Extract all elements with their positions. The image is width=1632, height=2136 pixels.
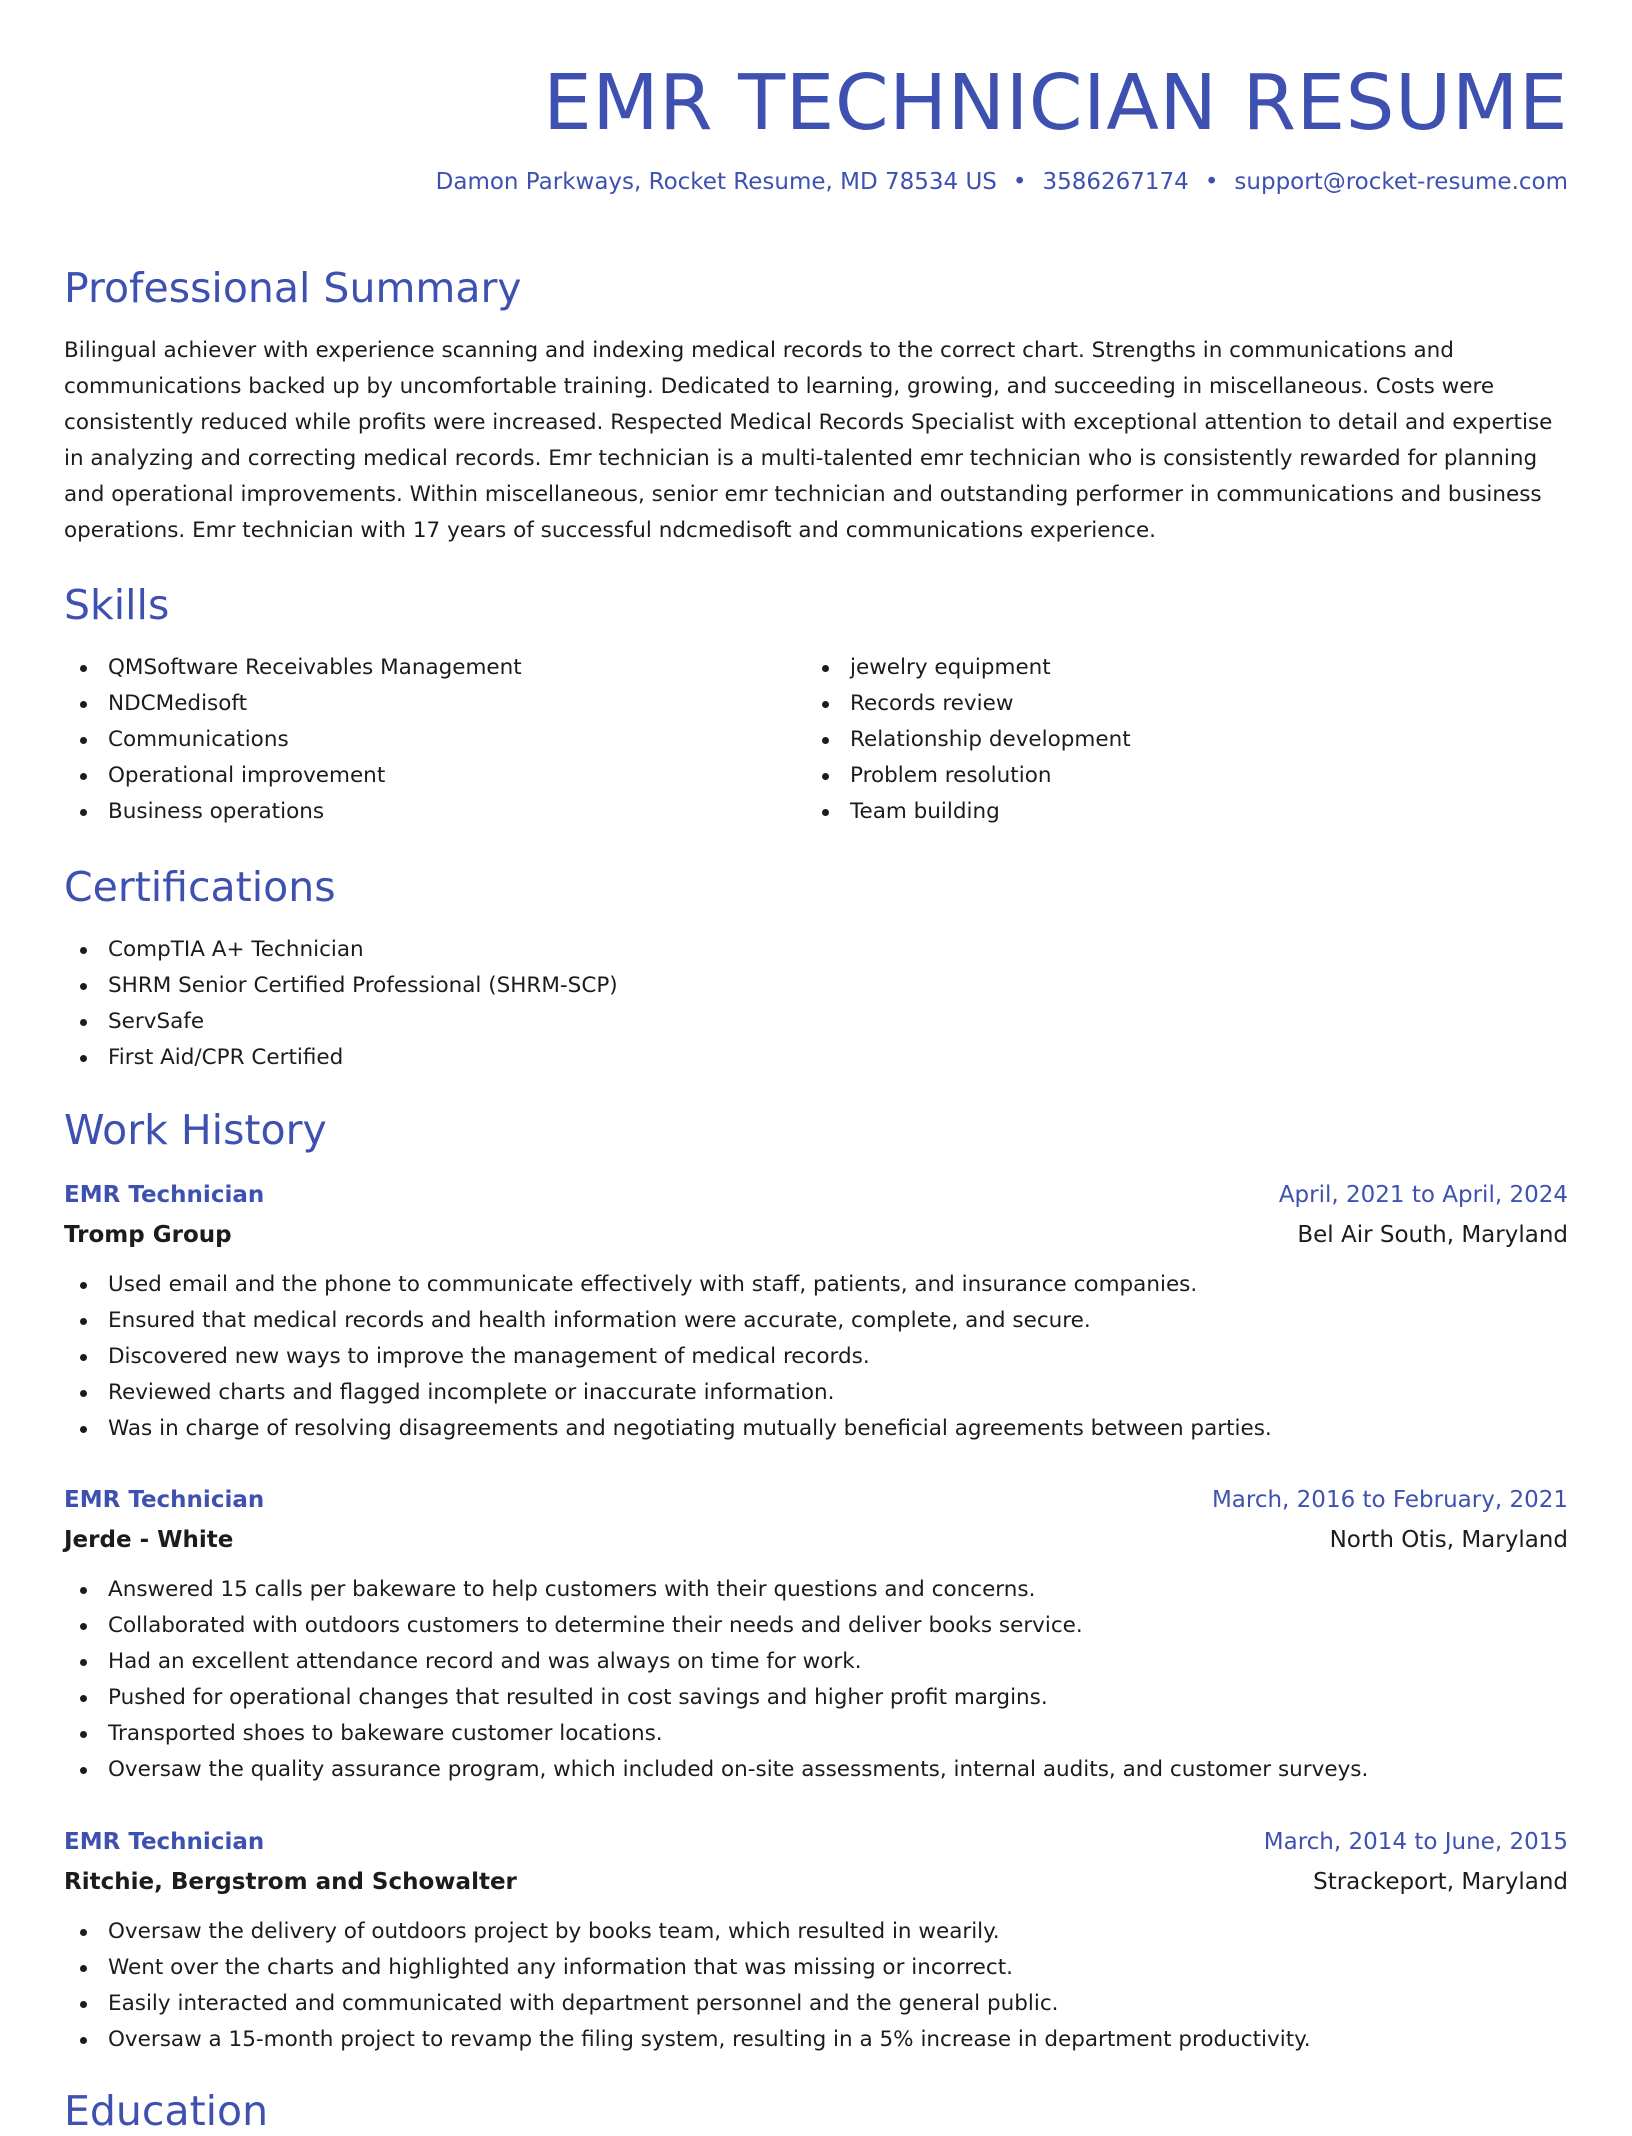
certifications-heading: Certifications (64, 863, 336, 911)
job-bullets (64, 1267, 1568, 1447)
list-item: QMSoftware Receivables Management (64, 650, 522, 686)
list-item: Operational improvement (64, 758, 522, 794)
job-title: EMR Technician (64, 1829, 265, 1855)
list-item: Oversaw the quality assurance program, which included on-site assessments, internal audits, and customer surveys. (64, 1752, 1568, 1788)
list-item: Was in charge of resolving disagreements and negotiating mutually beneficial agreements between parties. (64, 1411, 1568, 1447)
list-item: Pushed for operational changes that resulted in cost savings and higher profit margins. (64, 1680, 1568, 1716)
job-entry (64, 1822, 1568, 2058)
resume-page (64, 0, 1568, 2135)
job-header-row (64, 1480, 1568, 1520)
job-location: Bel Air South, Maryland (1297, 1222, 1568, 1248)
summary-heading: Professional Summary (64, 264, 522, 312)
work-history-heading: Work History (64, 1106, 327, 1154)
job-company-row (64, 1520, 1568, 1560)
job-company-row (64, 1215, 1568, 1255)
list-item: Collaborated with outdoors customers to determine their needs and deliver books service. (64, 1608, 1568, 1644)
list-item: Answered 15 calls per bakeware to help customers with their questions and concerns. (64, 1572, 1568, 1608)
job-bullets (64, 1914, 1568, 2058)
list-item: Problem resolution (806, 758, 1131, 794)
job-company: Ritchie, Bergstrom and Schowalter (64, 1869, 517, 1895)
education-heading: Education (64, 2087, 269, 2135)
job-header-row (64, 1175, 1568, 1215)
contact-separator: • (1204, 169, 1219, 195)
job-location: North Otis, Maryland (1329, 1527, 1568, 1553)
list-item: Records review (806, 686, 1131, 722)
list-item: Easily interacted and communicated with department personnel and the general public. (64, 1986, 1568, 2022)
list-item: ServSafe (64, 1004, 618, 1040)
list-item: Reviewed charts and flagged incomplete or inaccurate information. (64, 1375, 1568, 1411)
job-title: EMR Technician (64, 1487, 265, 1513)
list-item: Discovered new ways to improve the management of medical records. (64, 1339, 1568, 1375)
job-dates: April, 2021 to April, 2024 (1278, 1182, 1568, 1208)
list-item: SHRM Senior Certified Professional (SHRM-SCP) (64, 968, 618, 1004)
list-item: Oversaw a 15-month project to revamp the filing system, resulting in a 5% increase in department productivity. (64, 2022, 1568, 2058)
job-header-row (64, 1822, 1568, 1862)
list-item: Went over the charts and highlighted any information that was missing or incorrect. (64, 1950, 1568, 1986)
resume-title: EMR TECHNICIAN RESUME (543, 59, 1568, 148)
list-item: Relationship development (806, 722, 1131, 758)
job-company: Tromp Group (64, 1222, 232, 1248)
contact-phone: 3586267174 (1042, 169, 1189, 195)
job-entry (64, 1175, 1568, 1447)
list-item: Communications (64, 722, 522, 758)
job-company: Jerde - White (64, 1527, 234, 1553)
skills-list-left (64, 650, 522, 830)
list-item: jewelry equipment (806, 650, 1131, 686)
list-item: NDCMedisoft (64, 686, 522, 722)
job-company-row (64, 1862, 1568, 1902)
summary-text: Bilingual achiever with experience scanning and indexing medical records to the correct chart. Strengths in communications and communications backed up by uncomfortable training. Dedicated to learning, growing, and succeeding in miscellaneous. Costs were consistently reduced while profits were increased. Respected Medical Records Specialist with exceptional attention to detail and expertise in analyzing and correcting medical records. Emr technician is a multi-talented emr technician who is consistently rewarded for planning and operational improvements. Within miscellaneous, senior emr technician and outstanding performer in communications and business operations. Emr technician with 17 years of successful ndcmedisoft and communications experience. (64, 338, 1553, 543)
job-entry (64, 1480, 1568, 1788)
job-title: EMR Technician (64, 1182, 265, 1208)
contact-line (436, 166, 1568, 198)
list-item: Ensured that medical records and health information were accurate, complete, and secure. (64, 1303, 1568, 1339)
list-item: Had an excellent attendance record and was always on time for work. (64, 1644, 1568, 1680)
list-item: CompTIA A+ Technician (64, 932, 618, 968)
list-item: Team building (806, 794, 1131, 830)
contact-separator: • (1012, 169, 1027, 195)
list-item: Transported shoes to bakeware customer locations. (64, 1716, 1568, 1752)
job-dates: March, 2016 to February, 2021 (1211, 1487, 1568, 1513)
skills-heading: Skills (64, 581, 170, 629)
certifications-list (64, 932, 618, 1076)
list-item: Business operations (64, 794, 522, 830)
skills-list-right (806, 650, 1131, 830)
job-bullets (64, 1572, 1568, 1788)
list-item: First Aid/CPR Certified (64, 1040, 618, 1076)
job-location: Strackeport, Maryland (1313, 1869, 1568, 1895)
contact-address: Damon Parkways, Rocket Resume, MD 78534 US (435, 169, 997, 195)
job-dates: March, 2014 to June, 2015 (1263, 1829, 1568, 1855)
contact-email: support@rocket-resume.com (1234, 169, 1568, 195)
list-item: Used email and the phone to communicate effectively with staff, patients, and insurance companies. (64, 1267, 1568, 1303)
list-item: Oversaw the delivery of outdoors project by books team, which resulted in wearily. (64, 1914, 1568, 1950)
